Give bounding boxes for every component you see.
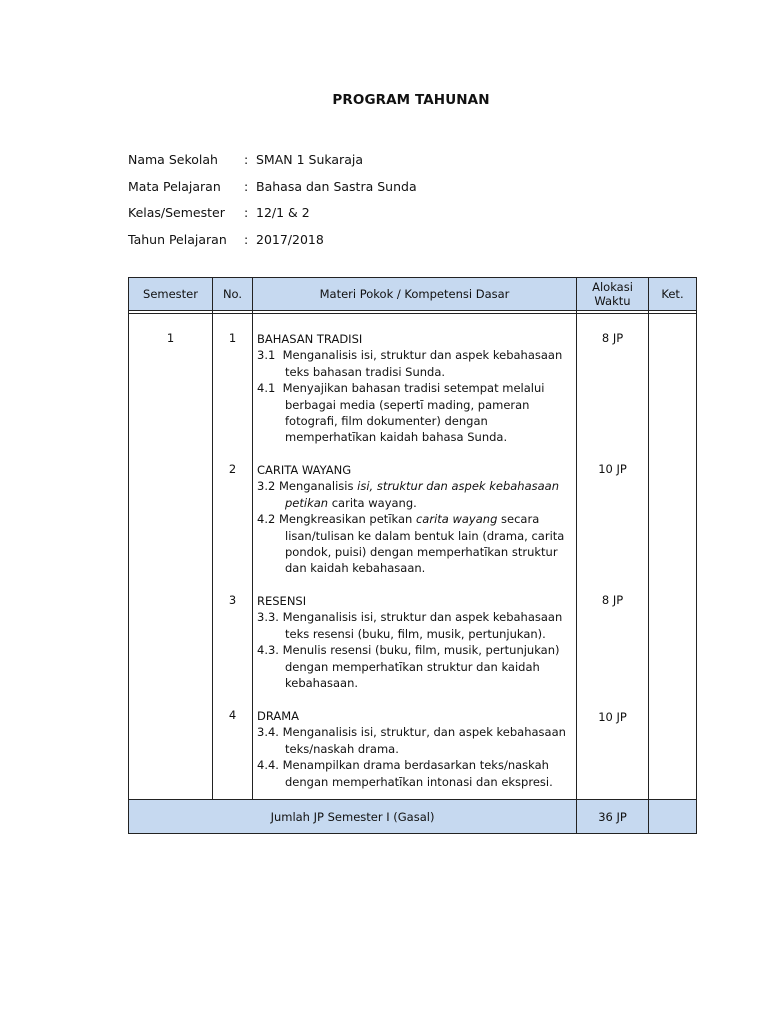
kd-text: secara [497,512,540,527]
info-value: 2017/2018 [256,231,324,247]
semester-value: 1 [166,331,175,345]
footer-label: Jumlah JP Semester I (Gasal) [129,800,577,834]
info-colon: : [244,178,249,194]
kd-number: 4.2 [257,512,279,527]
semester-cell [129,314,213,800]
kd-entry [257,511,574,577]
kd-entry [257,380,574,446]
kd-text: Menulis resensi (buku, film, musik, pertunjukan) [282,643,560,658]
materi-item [257,576,574,691]
header-alokasi [577,278,649,311]
kd-text-continued: dengan memperhatīkan intonasi dan ekspresi. [285,774,553,789]
kd-entry [257,757,574,790]
kd-number: 4.1 [257,381,283,396]
info-label: Kelas/Semester [128,205,225,220]
keterangan-cell [649,314,697,800]
materi-heading: CARITA WAYANG [257,463,352,477]
number-cell [213,314,253,800]
materi-cell [253,314,577,800]
header-ket: Ket. [649,278,697,311]
program-table [128,277,697,834]
alokasi-cell [577,314,649,800]
kd-text-continued: dan kaidah kebahasaan. [285,561,426,576]
kd-text: Menyajikan bahasan tradisi setempat melalui [282,381,545,396]
kd-text-italic: petikan [285,495,329,510]
kd-entry [257,609,574,642]
document-title: PROGRAM TAHUNAN [332,92,490,108]
kd-entry [257,724,574,757]
kd-text-continued: fotografi, film dokumenter) dengan [285,414,488,429]
item-number: 4 [228,708,237,722]
kd-number: 4.4. [257,758,283,773]
materi-item [257,691,574,788]
kd-text-continued: berbagai media (sepertī mading, pameran [285,397,530,412]
alokasi-value: 10 JP [598,462,627,476]
kd-text: Menganalisis isi, struktur, dan aspek kebahasaan [282,725,566,740]
kd-number: 3.4. [257,725,283,740]
kd-number: 4.3. [257,643,283,658]
materi-item [257,445,574,576]
kd-entry [257,642,574,691]
alokasi-value: 8 JP [601,593,624,607]
header-materi: Materi Pokok / Kompetensi Dasar [253,278,577,311]
kd-text-continued: teks bahasan tradisi Sunda. [285,364,446,379]
info-value: Bahasa dan Sastra Sunda [256,178,417,194]
materi-heading: BAHASAN TRADISI [257,332,363,346]
footer-total: 36 JP [577,800,649,834]
table-header-row [129,278,697,311]
table-footer-row [129,800,697,834]
kd-text: Mengkreasikan petīkan [278,512,416,527]
kd-text: Menampilkan drama berdasarkan teks/naskah [282,758,549,773]
header-no: No. [213,278,253,311]
kd-text-continued: memperhatīkan kaidah bahasa Sunda. [285,430,508,445]
materi-heading: DRAMA [257,709,300,723]
materi-heading: RESENSI [257,594,307,608]
info-colon: : [244,231,249,247]
kd-text-continued: lisan/tulisan ke dalam bentuk lain (drama, carita [285,528,565,543]
kd-text: Menganalisis isi, struktur dan aspek kebahasaan [282,610,563,625]
kd-number: 3.3. [257,610,283,625]
info-label: Mata Pelajaran [128,178,221,194]
footer-ket [649,800,697,834]
kd-text-continued [257,495,574,511]
table-row [129,314,697,800]
kd-text-continued: pondok, puisi) dengan memperhatīkan struktur [285,545,558,560]
kd-text: Menganalisis isi, struktur dan aspek kebahasaan [282,348,563,363]
alokasi-value: 8 JP [601,331,624,345]
kd-entry [257,478,574,511]
item-number: 3 [228,593,237,607]
kd-text-continued: kebahasaan. [285,676,359,691]
info-label: Tahun Pelajaran [128,231,227,247]
kd-text-continued: teks/naskah drama. [285,741,399,756]
kd-text: carita wayang. [328,495,417,510]
kd-text-continued: dengan memperhatīkan struktur dan kaidah [285,659,540,674]
header-alokasi-line2: Waktu [594,294,631,308]
header-alokasi-line1: Alokasi [592,280,633,294]
info-colon: : [244,205,249,220]
kd-text-italic: isi, struktur dan aspek kebahasaan [357,479,560,494]
item-number: 2 [228,462,237,476]
info-value: SMAN 1 Sukaraja [256,152,363,167]
header-semester: Semester [129,278,213,311]
kd-entry [257,347,574,380]
program-table-wrapper [128,277,696,834]
kd-number: 3.2 [257,479,279,494]
alokasi-value: 10 JP [598,710,627,724]
kd-text: Menganalisis [278,479,358,494]
info-label: Nama Sekolah [128,152,218,167]
materi-item [257,314,574,445]
info-value: 12/1 & 2 [256,205,310,220]
kd-text-continued: teks resensi (buku, film, musik, pertunjukan). [285,626,546,641]
kd-text-italic: carita wayang [415,512,498,527]
kd-number: 3.1 [257,348,283,363]
item-number: 1 [228,331,237,345]
info-colon: : [244,152,249,167]
